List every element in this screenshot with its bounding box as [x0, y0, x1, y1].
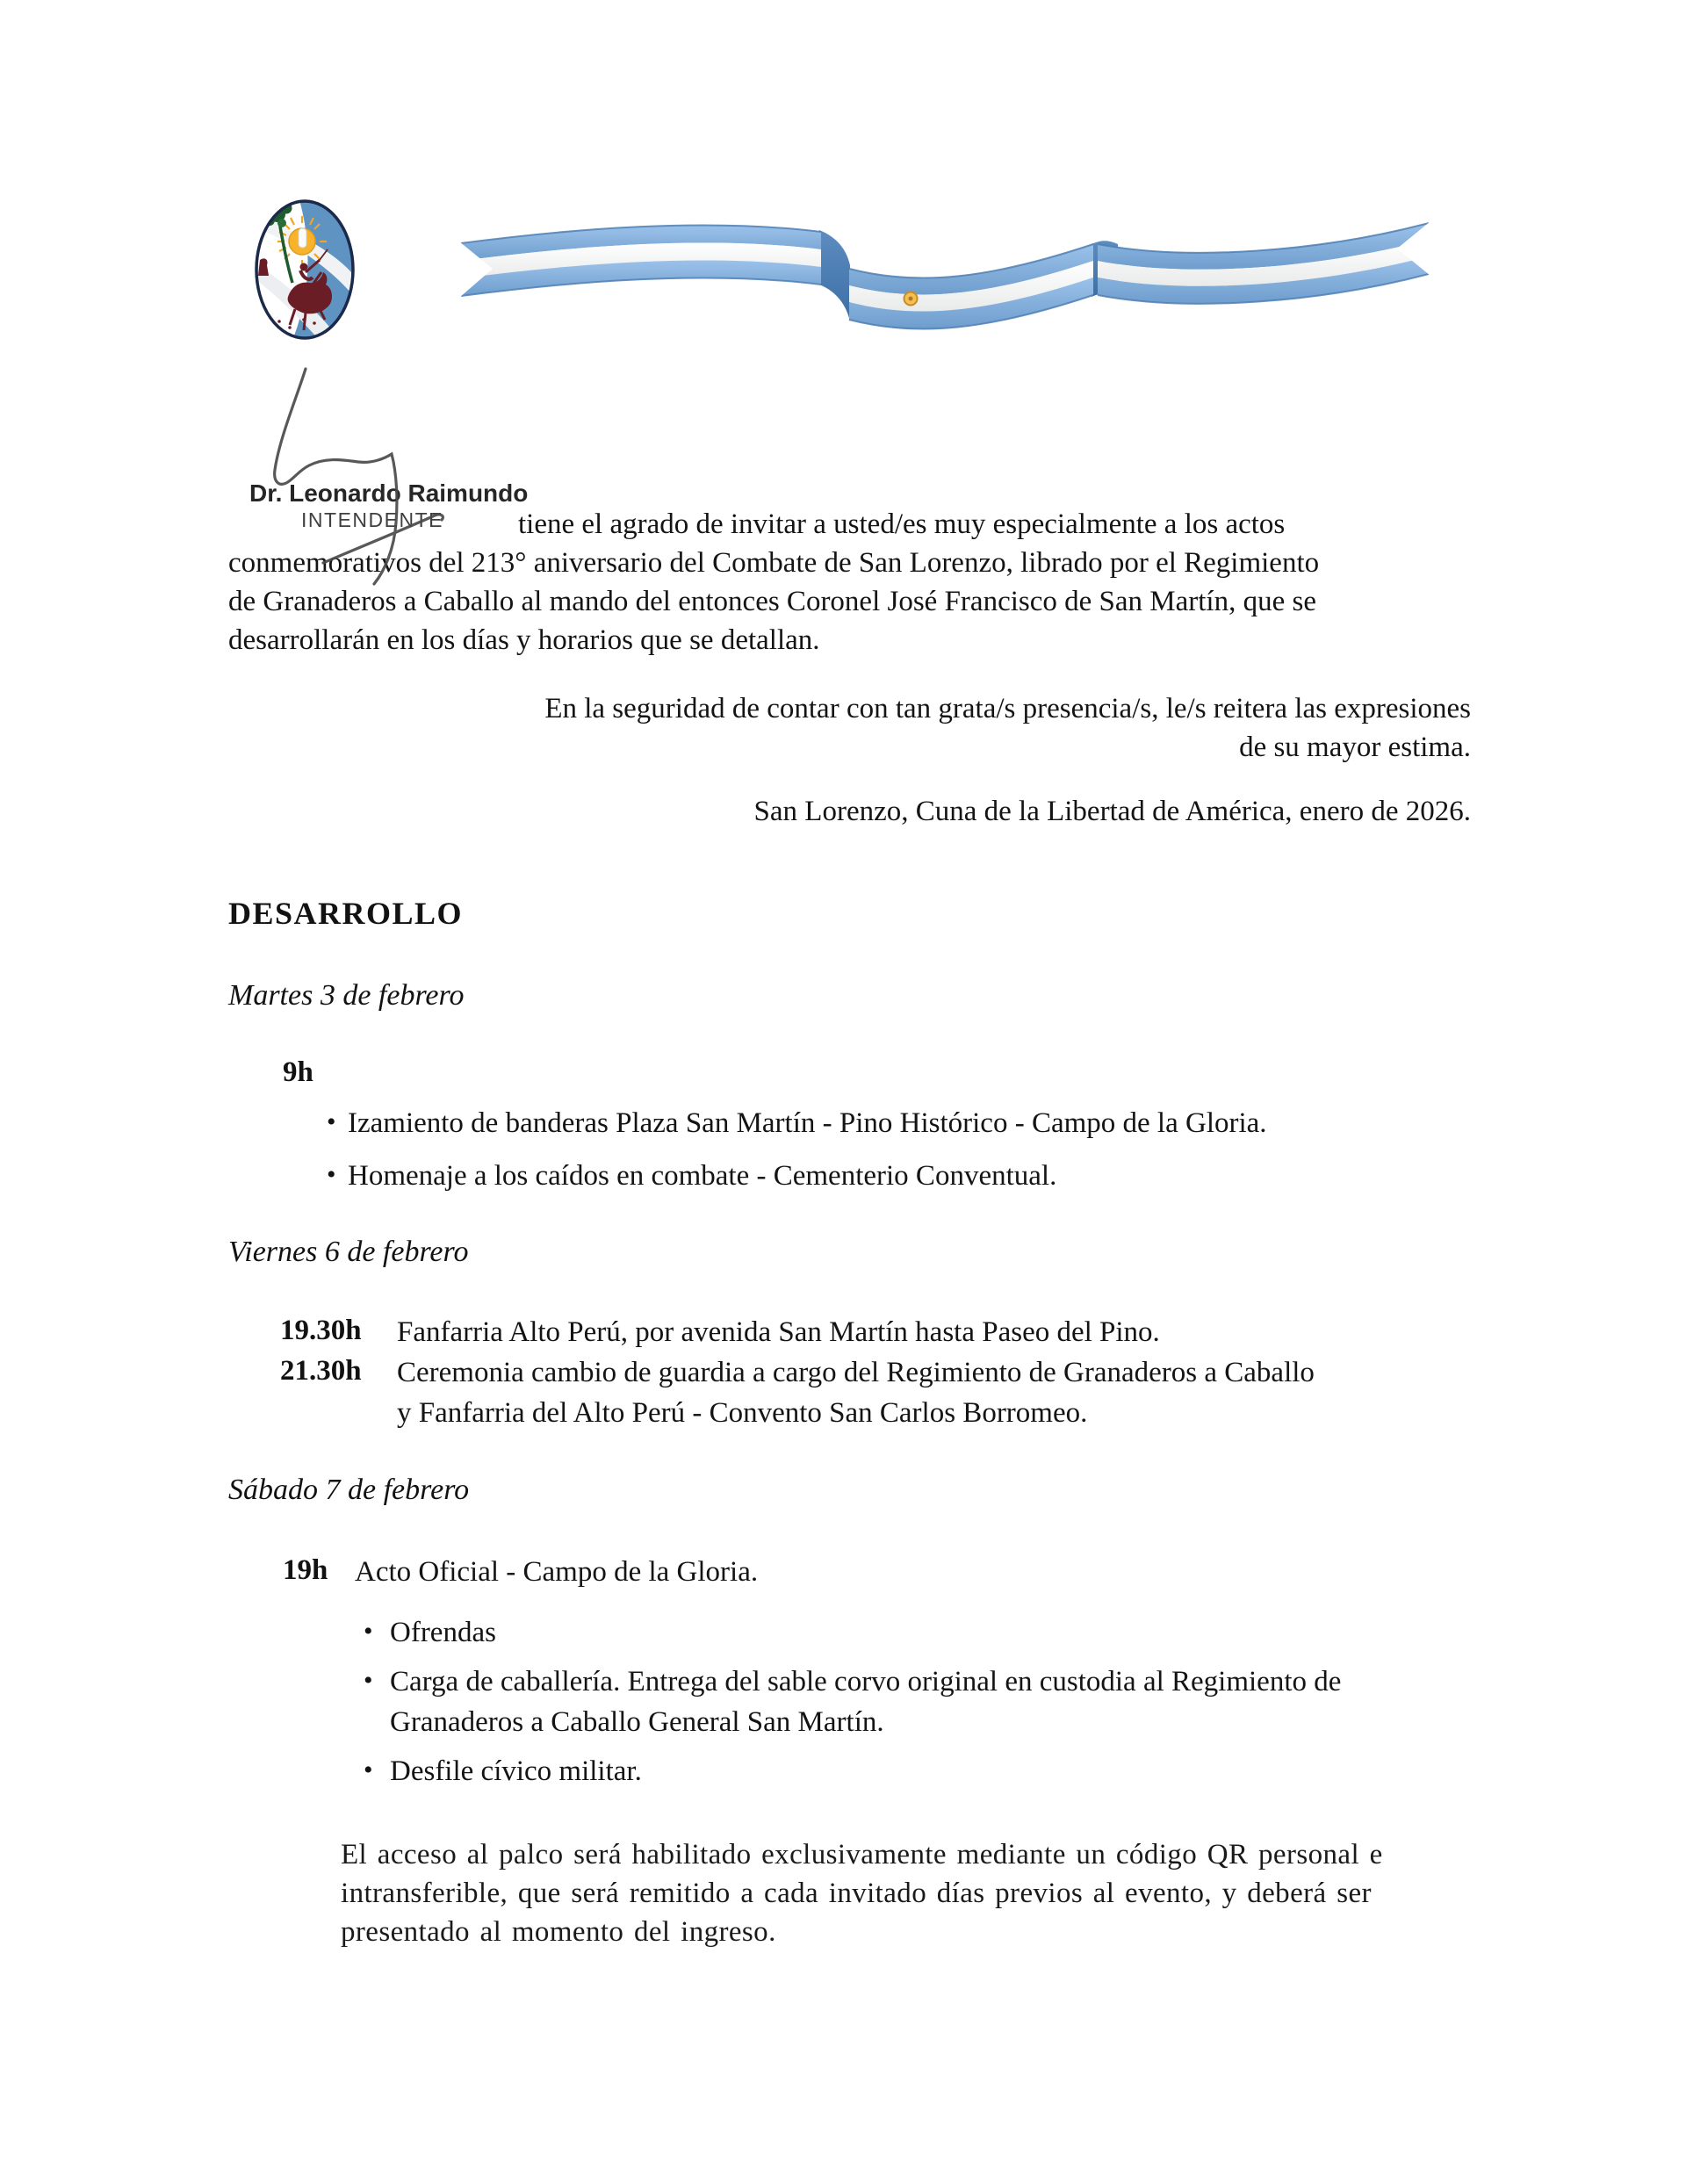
coat-of-arms-icon — [253, 197, 357, 342]
time-9h: 9h — [283, 1056, 313, 1088]
program-heading: DESARROLLO — [228, 896, 464, 931]
statue-figure — [299, 228, 306, 248]
bullet-icon: • — [364, 1666, 373, 1695]
sabado-event: Acto Oficial - Campo de la Gloria. — [355, 1556, 759, 1588]
viernes-item-2-line-2: y Fanfarria del Alto Perú - Convento San Carlos Borromeo. — [397, 1397, 1088, 1429]
bullet-icon: • — [327, 1107, 336, 1136]
signature — [237, 356, 465, 602]
sabado-bullet-1: Ofrendas — [390, 1617, 496, 1648]
notice-line-1: El acceso al palco será habilitado exclusivamente mediante un código QR personal e — [341, 1839, 1383, 1870]
closing-line-1: En la seguridad de contar con tan grata/s presencia/s, le/s reitera las expresiones — [544, 693, 1471, 724]
martes-bullet-2: Homenaje a los caídos en combate - Cementerio Conventual. — [348, 1160, 1057, 1192]
bullet-icon: • — [364, 1617, 373, 1646]
intro-line-4: desarrollarán en los días y horarios que se detallan. — [228, 624, 820, 656]
time-19h: 19h — [283, 1554, 328, 1586]
day-header-viernes: Viernes 6 de febrero — [228, 1236, 469, 1268]
signer-title: INTENDENTE — [301, 508, 443, 531]
signer-name: Dr. Leonardo Raimundo — [249, 479, 529, 507]
sabado-bullet-2-line-1: Carga de caballería. Entrega del sable corvo original en custodia al Regimiento de — [390, 1666, 1342, 1697]
ribbon-fold-left — [819, 230, 850, 321]
flag-ribbon — [443, 204, 1445, 353]
notice-line-2: intransferible, que será remitido a cada invitado días previos al evento, y deberá ser — [341, 1878, 1372, 1909]
time-21-30h: 21.30h — [280, 1355, 362, 1387]
viernes-item-1: Fanfarria Alto Perú, por avenida San Martín hasta Paseo del Pino. — [397, 1316, 1160, 1348]
martes-bullet-1: Izamiento de banderas Plaza San Martín - Pino Histórico - Campo de la Gloria. — [348, 1107, 1267, 1139]
day-header-martes: Martes 3 de febrero — [228, 979, 465, 1012]
bullet-icon: • — [327, 1160, 336, 1189]
ribbon-sun-center — [909, 297, 913, 301]
time-19-30h: 19.30h — [280, 1315, 362, 1346]
intro-line-3: de Granaderos a Caballo al mando del entonces Coronel José Francisco de San Martín, que se — [228, 586, 1316, 617]
municipal-emblem — [253, 197, 357, 347]
dateline: San Lorenzo, Cuna de la Libertad de América, enero de 2026. — [753, 796, 1471, 827]
day-header-sabado: Sábado 7 de febrero — [228, 1474, 470, 1506]
notice-line-3: presentado al momento del ingreso. — [341, 1916, 776, 1948]
sabado-bullet-3: Desfile cívico militar. — [390, 1755, 642, 1787]
closing-line-2: de su mayor estima. — [1239, 732, 1471, 763]
intro-line-1: tiene el agrado de invitar a usted/es muy especialmente a los actos — [518, 508, 1286, 540]
argentina-ribbon-icon — [443, 204, 1445, 349]
signature-stroke-icon — [237, 356, 465, 597]
bullet-icon: • — [364, 1755, 373, 1784]
intro-line-2: conmemorativos del 213° aniversario del Combate de San Lorenzo, librado por el Regimiento — [228, 547, 1320, 579]
viernes-item-2-line-1: Ceremonia cambio de guardia a cargo del Regimiento de Granaderos a Caballo — [397, 1357, 1315, 1388]
sabado-bullet-2-line-2: Granaderos a Caballo General San Martín. — [390, 1706, 884, 1738]
